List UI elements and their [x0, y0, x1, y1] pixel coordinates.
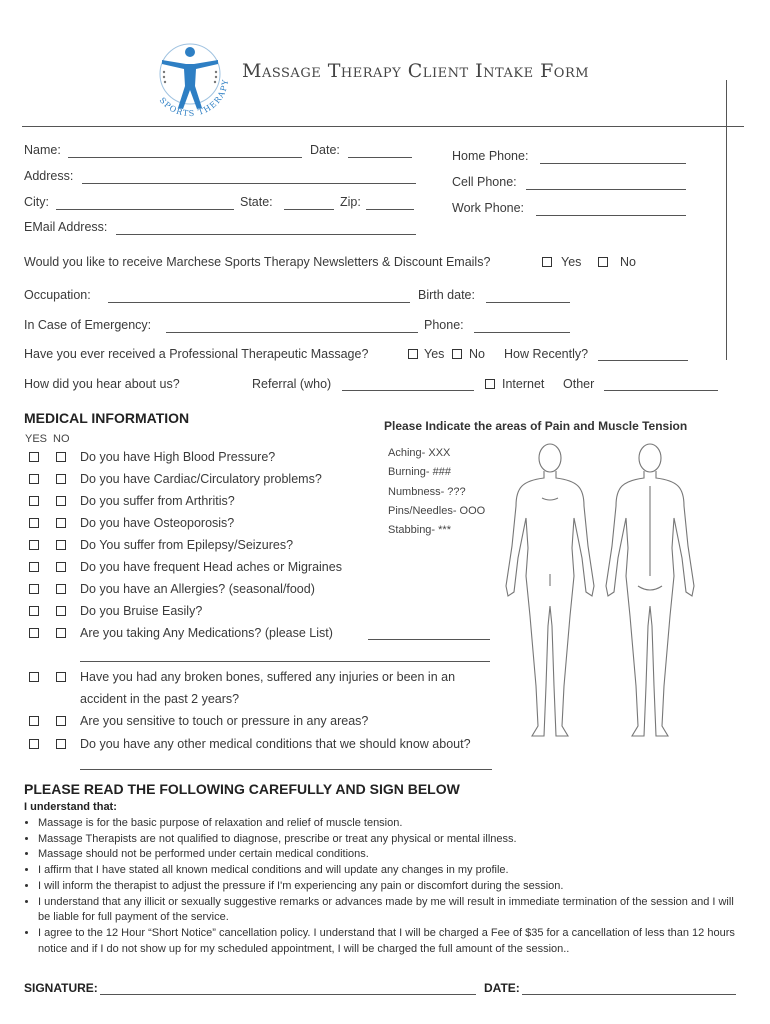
medical-question: Do you suffer from Arthritis?: [80, 494, 235, 508]
medical-question: Do you Bruise Easily?: [80, 604, 203, 618]
newsletter-no-label: No: [620, 255, 636, 269]
emergency-field[interactable]: [166, 332, 418, 333]
zip-field[interactable]: [366, 209, 414, 210]
name-field[interactable]: [68, 157, 302, 158]
other-field[interactable]: [604, 390, 718, 391]
legend-pins-needles: Pins/Needles- OOO: [388, 504, 486, 517]
logo-top-text: [140, 22, 209, 25]
body-diagram[interactable]: [498, 436, 698, 746]
date-field[interactable]: [348, 157, 412, 158]
zip-label: Zip:: [340, 195, 361, 209]
massage-yes-checkbox[interactable]: [408, 349, 418, 359]
massage-yes-label: Yes: [424, 347, 445, 361]
q7-no-checkbox[interactable]: [56, 584, 66, 594]
yes-column-header: YES: [25, 433, 48, 445]
q10-yes-checkbox[interactable]: [29, 672, 39, 682]
q9-no-checkbox[interactable]: [56, 628, 66, 638]
massage-question: Have you ever received a Professional Therapeutic Massage?: [24, 347, 369, 361]
q1-yes-checkbox[interactable]: [29, 452, 39, 462]
birth-date-field[interactable]: [486, 302, 570, 303]
medical-question: Are you sensitive to touch or pressure in any areas?: [80, 714, 369, 728]
agreement-item: • I will inform the therapist to adjust the pressure if I'm experiencing any pain or discomfort during the session.: [38, 879, 736, 895]
q4-yes-checkbox[interactable]: [29, 518, 39, 528]
other-label: Other: [563, 377, 595, 391]
q6-yes-checkbox[interactable]: [29, 562, 39, 572]
newsletter-yes-checkbox[interactable]: [542, 257, 552, 267]
agreement-item: • Massage should not be performed under certain medical conditions.: [38, 847, 736, 863]
address-label: Address:: [24, 169, 74, 183]
q10-no-checkbox[interactable]: [56, 672, 66, 682]
internet-checkbox[interactable]: [485, 379, 495, 389]
q3-yes-checkbox[interactable]: [29, 496, 39, 506]
newsletter-no-checkbox[interactable]: [598, 257, 608, 267]
q6-no-checkbox[interactable]: [56, 562, 66, 572]
referral-field[interactable]: [342, 390, 474, 391]
q12-no-checkbox[interactable]: [56, 739, 66, 749]
agreement-item: • I affirm that I have stated all known medical conditions and will update any changes in my profile.: [38, 863, 736, 879]
body-front-icon: [506, 444, 594, 736]
other-conditions-field[interactable]: [80, 769, 492, 770]
pain-legend: [388, 444, 485, 540]
medical-question: Do you have any other medical conditions that we should know about?: [80, 737, 471, 751]
city-label: City:: [24, 195, 49, 209]
referral-label: Referral (who): [252, 377, 332, 391]
work-phone-label: Work Phone:: [452, 201, 525, 215]
medical-question: Are you taking Any Medications? (please List): [80, 626, 333, 640]
logo-bottom-text: SPORTS THERAPY: [157, 78, 231, 119]
medical-question: Do you have frequent Head aches or Migraines: [80, 560, 342, 574]
legend-aching: Aching- XXX: [388, 447, 451, 459]
q4-no-checkbox[interactable]: [56, 518, 66, 528]
q12-yes-checkbox[interactable]: [29, 739, 39, 749]
q11-yes-checkbox[interactable]: [29, 716, 39, 726]
pain-heading: Please Indicate the areas of Pain and Muscle Tension: [384, 419, 688, 433]
work-phone-field[interactable]: [536, 215, 686, 216]
q2-no-checkbox[interactable]: [56, 474, 66, 484]
newsletter-question: Would you like to receive Marchese Sports Therapy Newsletters & Discount Emails?: [24, 255, 491, 269]
signature-date-label: DATE:: [484, 981, 520, 995]
signature-label: SIGNATURE:: [24, 981, 98, 995]
body-back-icon: [606, 444, 694, 736]
birth-date-label: Birth date:: [418, 288, 475, 302]
page-title: Massage Therapy Client Intake Form: [242, 60, 590, 82]
agreement-item: • Massage Therapists are not qualified to diagnose, prescribe or treat any physical or mental illness.: [38, 832, 736, 848]
medications-field-2[interactable]: [80, 661, 490, 662]
hear-about-label: How did you hear about us?: [24, 377, 180, 391]
signature-field[interactable]: [100, 994, 476, 995]
q7-yes-checkbox[interactable]: [29, 584, 39, 594]
home-phone-field[interactable]: [540, 163, 686, 164]
legend-stabbing: Stabbing- ***: [388, 524, 451, 537]
medical-question: Do you have High Blood Pressure?: [80, 450, 276, 464]
how-recently-label: How Recently?: [504, 347, 589, 361]
q11-no-checkbox[interactable]: [56, 716, 66, 726]
q9-yes-checkbox[interactable]: [29, 628, 39, 638]
agreement-item: • I understand that any illicit or sexually suggestive remarks or advances made by me will result in immediate termination of the session and I will be liable for full payment of the service.: [38, 895, 736, 926]
cell-phone-field[interactable]: [526, 189, 686, 190]
header-divider: [22, 126, 744, 127]
q3-no-checkbox[interactable]: [56, 496, 66, 506]
medical-question: Have you had any broken bones, suffered any injuries or been in an: [80, 670, 456, 684]
cell-phone-label: Cell Phone:: [452, 175, 517, 189]
q8-no-checkbox[interactable]: [56, 606, 66, 616]
signature-date-field[interactable]: [522, 994, 736, 995]
no-column-header: NO: [53, 433, 70, 445]
q2-yes-checkbox[interactable]: [29, 474, 39, 484]
q5-no-checkbox[interactable]: [56, 540, 66, 550]
occupation-label: Occupation:: [24, 288, 91, 302]
state-field[interactable]: [284, 209, 334, 210]
q1-no-checkbox[interactable]: [56, 452, 66, 462]
phone-label: Phone:: [424, 318, 464, 332]
emergency-label: In Case of Emergency:: [24, 318, 152, 332]
internet-label: Internet: [502, 377, 545, 391]
massage-no-label: No: [469, 347, 485, 361]
legend-burning: Burning- ###: [388, 466, 451, 479]
logo: [140, 22, 240, 122]
massage-no-checkbox[interactable]: [452, 349, 462, 359]
medical-heading: MEDICAL INFORMATION: [24, 410, 190, 426]
q5-yes-checkbox[interactable]: [29, 540, 39, 550]
name-label: Name:: [24, 143, 61, 157]
medical-question: Do you have an Allergies? (seasonal/food): [80, 582, 315, 596]
address-field[interactable]: [82, 183, 416, 184]
city-field[interactable]: [56, 209, 234, 210]
date-label: Date:: [310, 143, 340, 157]
logo-figure-icon: [140, 22, 240, 122]
email-label: EMail Address:: [24, 220, 108, 234]
occupation-field[interactable]: [108, 302, 410, 303]
home-phone-label: Home Phone:: [452, 149, 529, 163]
agreement-item: • Massage is for the basic purpose of relaxation and relief of muscle tension.: [38, 816, 736, 832]
medical-question: Do You suffer from Epilepsy/Seizures?: [80, 538, 294, 552]
medical-question-continued: accident in the past 2 years?: [80, 692, 240, 706]
right-border: [726, 80, 727, 360]
medical-question: Do you have Cardiac/Circulatory problems?: [80, 472, 322, 486]
agreement-item: • I agree to the 12 Hour “Short Notice” cancellation policy. I understand that I will be charged a Fee of $35 for a cancellation of less than 12 hours notice and if I do not show up for my scheduled appointment, I will be charged the full amount of the session..: [38, 926, 736, 957]
medications-field[interactable]: [368, 639, 490, 640]
emergency-phone-field[interactable]: [474, 332, 570, 333]
medical-question: Do you have Osteoporosis?: [80, 516, 235, 530]
newsletter-yes-label: Yes: [561, 255, 582, 269]
email-field[interactable]: [116, 234, 416, 235]
how-recently-field[interactable]: [598, 360, 688, 361]
legend-numbness: Numbness- ???: [388, 485, 466, 498]
agreement-list: [24, 816, 736, 957]
state-label: State:: [240, 195, 273, 209]
agreement-intro: I understand that:: [24, 801, 117, 813]
q8-yes-checkbox[interactable]: [29, 606, 39, 616]
agreement-heading: PLEASE READ THE FOLLOWING CAREFULLY AND SIGN BELOW: [24, 781, 460, 797]
